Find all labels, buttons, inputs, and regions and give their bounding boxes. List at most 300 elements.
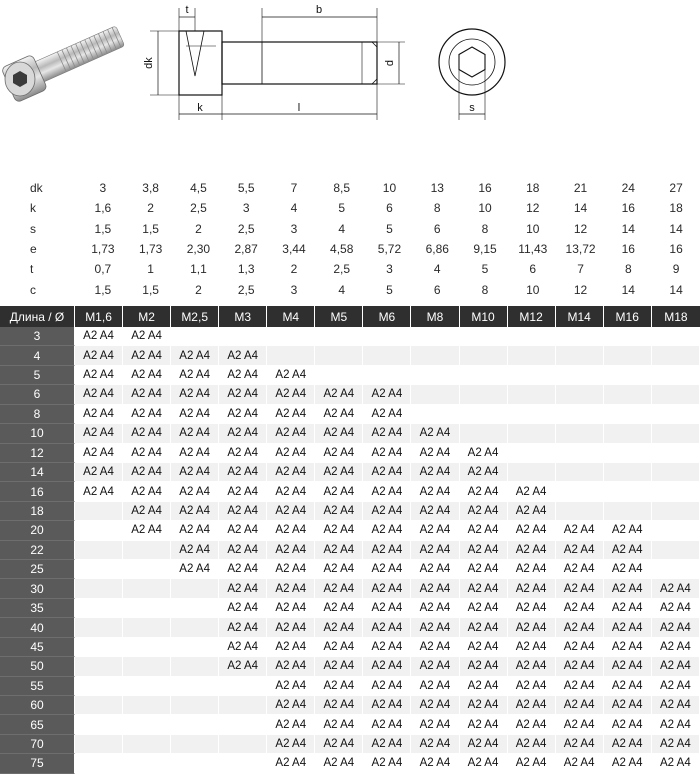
availability-cell	[315, 327, 363, 346]
length-cell: 75	[0, 754, 75, 773]
availability-cell: A2 A4	[219, 424, 267, 443]
availability-cell: A2 A4	[556, 618, 604, 637]
availability-cell: A2 A4	[556, 677, 604, 696]
availability-cell	[219, 754, 267, 773]
dimension-value: 14	[621, 221, 635, 236]
length-row	[0, 541, 700, 560]
availability-cell: A2 A4	[652, 599, 700, 618]
availability-cell: A2 A4	[508, 715, 556, 734]
availability-cell	[123, 560, 171, 579]
availability-cell: A2 A4	[411, 657, 459, 676]
availability-cell	[75, 638, 123, 657]
availability-cell: A2 A4	[604, 638, 652, 657]
availability-cell	[508, 346, 556, 365]
availability-cell: A2 A4	[556, 599, 604, 618]
availability-cell: A2 A4	[508, 599, 556, 618]
dimension-value: 9	[672, 262, 680, 277]
dimension-value: 10	[526, 282, 540, 297]
availability-cell: A2 A4	[315, 502, 363, 521]
dimension-value: 1,5	[94, 282, 112, 297]
dimension-value: 16	[621, 242, 635, 257]
availability-cell: A2 A4	[123, 521, 171, 540]
availability-cell: A2 A4	[315, 579, 363, 598]
availability-cell	[75, 618, 123, 637]
dimension-value: 2,5	[237, 282, 255, 297]
dimension-label: s	[30, 221, 36, 236]
dimension-value: 4,58	[330, 242, 354, 257]
availability-cell: A2 A4	[219, 521, 267, 540]
availability-cell	[556, 502, 604, 521]
dimension-label: t	[30, 262, 34, 277]
availability-cell	[556, 482, 604, 501]
availability-cell	[411, 385, 459, 404]
availability-cell: A2 A4	[411, 696, 459, 715]
availability-cell	[460, 424, 508, 443]
availability-cell: A2 A4	[75, 385, 123, 404]
availability-cell	[315, 366, 363, 385]
dimension-value: 5,5	[237, 181, 255, 196]
length-cell: 22	[0, 541, 75, 560]
dimension-value: 3	[386, 262, 393, 277]
length-cell: 3	[0, 327, 75, 346]
availability-cell	[171, 735, 219, 754]
length-row	[0, 754, 700, 773]
dimension-value: 4	[338, 221, 346, 236]
availability-cell: A2 A4	[460, 735, 508, 754]
availability-cell: A2 A4	[219, 502, 267, 521]
availability-cell	[75, 696, 123, 715]
dimension-row-s	[0, 219, 700, 239]
availability-cell	[123, 696, 171, 715]
availability-cell: A2 A4	[556, 521, 604, 540]
availability-cell	[123, 541, 171, 560]
availability-cell: A2 A4	[267, 366, 315, 385]
availability-cell	[123, 677, 171, 696]
availability-cell: A2 A4	[219, 463, 267, 482]
availability-cell: A2 A4	[315, 735, 363, 754]
availability-cell: A2 A4	[508, 482, 556, 501]
dimension-value: 13,72	[565, 242, 596, 257]
length-row	[0, 657, 700, 676]
availability-cell	[652, 405, 700, 424]
dimension-value: 2,5	[237, 221, 255, 236]
dimension-value: 14	[573, 201, 588, 216]
availability-cell: A2 A4	[604, 754, 652, 773]
availability-cell: A2 A4	[363, 424, 411, 443]
availability-cell	[652, 346, 700, 365]
availability-cell	[219, 696, 267, 715]
availability-cell: A2 A4	[460, 599, 508, 618]
availability-cell: A2 A4	[652, 735, 700, 754]
dimension-value: 2	[147, 201, 154, 216]
availability-cell	[75, 657, 123, 676]
length-cell: 55	[0, 677, 75, 696]
availability-cell	[75, 521, 123, 540]
availability-cell: A2 A4	[652, 618, 700, 637]
availability-cell: A2 A4	[363, 677, 411, 696]
length-cell: 18	[0, 502, 75, 521]
availability-cell: A2 A4	[411, 677, 459, 696]
availability-cell	[411, 405, 459, 424]
availability-cell: A2 A4	[123, 385, 171, 404]
availability-cell: A2 A4	[123, 463, 171, 482]
availability-cell	[75, 560, 123, 579]
availability-cell: A2 A4	[315, 599, 363, 618]
size-header: M5	[315, 306, 363, 327]
availability-cell: A2 A4	[460, 463, 508, 482]
availability-cell: A2 A4	[460, 715, 508, 734]
availability-cell: A2 A4	[267, 424, 315, 443]
availability-cell	[267, 327, 315, 346]
dimension-value: 2,5	[190, 201, 207, 216]
dimension-value: 3	[99, 181, 107, 196]
dimension-value: 0,7	[94, 262, 112, 277]
availability-cell	[604, 502, 652, 521]
availability-cell	[652, 521, 700, 540]
dimension-value: 12	[573, 221, 588, 236]
availability-cell: A2 A4	[652, 677, 700, 696]
availability-cell: A2 A4	[363, 715, 411, 734]
availability-cell: A2 A4	[460, 696, 508, 715]
availability-cell	[652, 444, 700, 463]
length-cell: 40	[0, 618, 75, 637]
label-l: l	[297, 102, 301, 114]
dimension-label: c	[30, 282, 36, 297]
dimension-value: 3	[242, 201, 250, 216]
availability-cell	[652, 366, 700, 385]
availability-cell: A2 A4	[315, 715, 363, 734]
availability-cell: A2 A4	[604, 618, 652, 637]
dimension-value: 7	[290, 181, 298, 196]
availability-cell	[604, 366, 652, 385]
dimension-value: 3,44	[282, 242, 306, 257]
availability-cell: A2 A4	[508, 735, 556, 754]
length-diameter-header: Длина / Ø	[0, 306, 75, 327]
dimension-label: e	[30, 242, 37, 257]
availability-cell: A2 A4	[411, 599, 459, 618]
dimension-value: 1,3	[237, 262, 255, 277]
dimension-value: 11,43	[518, 242, 548, 257]
availability-cell: A2 A4	[363, 385, 411, 404]
dimension-value: 4	[290, 201, 298, 216]
availability-cell: A2 A4	[604, 599, 652, 618]
dimension-value: 2	[195, 221, 202, 236]
availability-cell: A2 A4	[604, 521, 652, 540]
availability-cell: A2 A4	[219, 560, 267, 579]
availability-cell	[604, 444, 652, 463]
availability-cell: A2 A4	[75, 346, 123, 365]
dimension-value: 8	[481, 282, 489, 297]
technical-drawing	[0, 0, 700, 178]
availability-cell: A2 A4	[363, 638, 411, 657]
availability-cell	[604, 385, 652, 404]
dimension-value: 10	[526, 221, 540, 236]
dimension-value: 14	[669, 282, 683, 297]
availability-cell	[171, 657, 219, 676]
availability-cell: A2 A4	[219, 579, 267, 598]
dimension-row-k	[0, 198, 700, 218]
availability-cell: A2 A4	[363, 599, 411, 618]
length-cell: 25	[0, 560, 75, 579]
length-cell: 5	[0, 366, 75, 385]
availability-cell: A2 A4	[315, 677, 363, 696]
availability-cell: A2 A4	[267, 618, 315, 637]
size-header: M6	[363, 306, 411, 327]
availability-cell: A2 A4	[315, 657, 363, 676]
availability-cell	[556, 463, 604, 482]
availability-cell	[171, 696, 219, 715]
length-cell: 60	[0, 696, 75, 715]
availability-cell	[652, 541, 700, 560]
availability-cell	[460, 385, 508, 404]
availability-cell	[460, 346, 508, 365]
availability-cell: A2 A4	[219, 657, 267, 676]
availability-cell: A2 A4	[460, 677, 508, 696]
availability-cell: A2 A4	[508, 754, 556, 773]
availability-cell: A2 A4	[652, 696, 700, 715]
availability-cell: A2 A4	[123, 366, 171, 385]
availability-cell: A2 A4	[508, 579, 556, 598]
dimension-value: 5,72	[377, 242, 402, 257]
length-cell: 70	[0, 735, 75, 754]
availability-cell	[123, 618, 171, 637]
dimension-value: 12	[573, 282, 588, 297]
dimension-value: 14	[669, 221, 683, 236]
availability-cell: A2 A4	[171, 366, 219, 385]
availability-cell	[123, 599, 171, 618]
length-cell: 12	[0, 444, 75, 463]
availability-cell	[411, 366, 459, 385]
length-cell: 35	[0, 599, 75, 618]
length-row	[0, 482, 700, 501]
availability-cell: A2 A4	[75, 482, 123, 501]
availability-cell: A2 A4	[411, 541, 459, 560]
availability-cell	[123, 638, 171, 657]
availability-cell: A2 A4	[363, 735, 411, 754]
label-t: t	[185, 4, 189, 16]
availability-cell: A2 A4	[508, 677, 556, 696]
size-header: M3	[219, 306, 267, 327]
dimension-value: 18	[526, 181, 540, 196]
availability-cell	[604, 405, 652, 424]
availability-cell	[652, 463, 700, 482]
availability-cell: A2 A4	[508, 502, 556, 521]
availability-cell: A2 A4	[604, 715, 652, 734]
availability-cell: A2 A4	[315, 463, 363, 482]
availability-cell	[652, 482, 700, 501]
availability-cell: A2 A4	[171, 385, 219, 404]
availability-cell: A2 A4	[556, 696, 604, 715]
availability-cell: A2 A4	[604, 735, 652, 754]
availability-cell	[556, 366, 604, 385]
dimension-value: 13	[430, 181, 444, 196]
length-cell: 30	[0, 579, 75, 598]
availability-cell: A2 A4	[267, 405, 315, 424]
availability-cell	[556, 444, 604, 463]
availability-cell: A2 A4	[315, 541, 363, 560]
availability-cell: A2 A4	[123, 405, 171, 424]
availability-cell	[508, 385, 556, 404]
availability-cell: A2 A4	[219, 618, 267, 637]
availability-cell	[508, 405, 556, 424]
availability-cell: A2 A4	[267, 444, 315, 463]
availability-cell: A2 A4	[363, 521, 411, 540]
availability-cell: A2 A4	[508, 618, 556, 637]
availability-cell: A2 A4	[267, 677, 315, 696]
availability-cell	[75, 579, 123, 598]
length-row	[0, 677, 700, 696]
availability-cell	[508, 366, 556, 385]
dimension-value: 6	[529, 262, 537, 277]
availability-cell	[75, 735, 123, 754]
bolt-photo-icon	[1, 19, 128, 103]
availability-cell: A2 A4	[460, 618, 508, 637]
availability-cell: A2 A4	[508, 560, 556, 579]
dimension-value: 1,5	[94, 221, 112, 236]
availability-cell: A2 A4	[219, 366, 267, 385]
availability-cell: A2 A4	[604, 579, 652, 598]
availability-cell	[556, 405, 604, 424]
dimension-row-c	[0, 279, 700, 299]
dimension-value: 5	[386, 221, 393, 236]
availability-cell	[604, 346, 652, 365]
length-row	[0, 638, 700, 657]
availability-cell	[604, 463, 652, 482]
availability-cell: A2 A4	[267, 754, 315, 773]
dimension-value: 24	[621, 181, 635, 196]
availability-cell: A2 A4	[315, 638, 363, 657]
availability-cell: A2 A4	[556, 541, 604, 560]
dimension-value: 1,5	[142, 282, 159, 297]
availability-cell: A2 A4	[75, 366, 123, 385]
availability-cell: A2 A4	[267, 385, 315, 404]
dimension-value: 9,15	[473, 242, 497, 257]
length-row	[0, 502, 700, 521]
length-cell: 6	[0, 385, 75, 404]
size-header: M2	[123, 306, 171, 327]
availability-cell: A2 A4	[123, 424, 171, 443]
dimension-value: 21	[573, 181, 588, 196]
availability-cell: A2 A4	[652, 579, 700, 598]
dimension-value: 8,5	[333, 181, 351, 196]
dimension-value: 6	[386, 201, 393, 216]
availability-cell: A2 A4	[460, 657, 508, 676]
dimension-value: 6	[433, 282, 441, 297]
label-d: d	[384, 59, 396, 67]
availability-cell: A2 A4	[315, 385, 363, 404]
dimension-value: 8	[433, 201, 441, 216]
dimension-value: 14	[621, 282, 635, 297]
length-row	[0, 599, 700, 618]
length-cell: 20	[0, 521, 75, 540]
dimension-value: 5	[481, 262, 489, 277]
availability-cell: A2 A4	[267, 541, 315, 560]
availability-cell	[604, 424, 652, 443]
availability-cell: A2 A4	[411, 521, 459, 540]
availability-cell: A2 A4	[411, 618, 459, 637]
length-row	[0, 385, 700, 404]
dimension-value: 6	[433, 221, 441, 236]
availability-cell: A2 A4	[315, 405, 363, 424]
availability-cell: A2 A4	[171, 463, 219, 482]
size-header: M10	[460, 306, 508, 327]
availability-cell: A2 A4	[508, 696, 556, 715]
length-row	[0, 521, 700, 540]
availability-cell: A2 A4	[460, 638, 508, 657]
dimension-value: 10	[478, 201, 492, 216]
availability-cell: A2 A4	[267, 560, 315, 579]
availability-cell	[652, 327, 700, 346]
availability-cell: A2 A4	[171, 346, 219, 365]
length-cell: 10	[0, 424, 75, 443]
length-row	[0, 346, 700, 365]
availability-cell: A2 A4	[219, 385, 267, 404]
label-b: b	[315, 4, 323, 16]
availability-cell: A2 A4	[556, 735, 604, 754]
availability-cell	[556, 424, 604, 443]
availability-cell: A2 A4	[556, 579, 604, 598]
dimension-row-t	[0, 259, 700, 279]
dimension-value: 4,5	[190, 181, 207, 196]
availability-cell: A2 A4	[267, 735, 315, 754]
dimension-value: 1,73	[138, 242, 163, 257]
availability-cell	[508, 463, 556, 482]
availability-cell: A2 A4	[267, 657, 315, 676]
availability-cell: A2 A4	[267, 579, 315, 598]
dimension-value: 2	[290, 262, 298, 277]
availability-cell: A2 A4	[123, 346, 171, 365]
dimension-value: 18	[669, 201, 683, 216]
availability-cell: A2 A4	[267, 482, 315, 501]
length-row	[0, 618, 700, 637]
availability-cell: A2 A4	[75, 463, 123, 482]
availability-cell: A2 A4	[267, 696, 315, 715]
availability-cell: A2 A4	[411, 715, 459, 734]
length-cell: 8	[0, 405, 75, 424]
availability-cell: A2 A4	[123, 482, 171, 501]
size-header: M4	[267, 306, 315, 327]
availability-cell: A2 A4	[315, 424, 363, 443]
availability-cell: A2 A4	[315, 696, 363, 715]
availability-cell	[652, 502, 700, 521]
availability-cell: A2 A4	[219, 482, 267, 501]
dimension-value: 1,1	[190, 262, 207, 277]
availability-cell	[171, 618, 219, 637]
availability-cell: A2 A4	[652, 657, 700, 676]
availability-cell	[171, 599, 219, 618]
availability-cell: A2 A4	[219, 541, 267, 560]
availability-cell: A2 A4	[652, 638, 700, 657]
availability-cell: A2 A4	[604, 541, 652, 560]
availability-cell	[219, 735, 267, 754]
availability-cell	[123, 754, 171, 773]
availability-cell: A2 A4	[411, 424, 459, 443]
availability-cell: A2 A4	[267, 521, 315, 540]
dimension-value: 16	[478, 181, 492, 196]
dimensions-table	[0, 178, 700, 300]
dimension-value: 4	[338, 282, 346, 297]
length-cell: 4	[0, 346, 75, 365]
availability-cell: A2 A4	[315, 560, 363, 579]
availability-cell: A2 A4	[171, 541, 219, 560]
availability-cell: A2 A4	[123, 444, 171, 463]
availability-cell: A2 A4	[556, 560, 604, 579]
availability-cell: A2 A4	[460, 754, 508, 773]
size-header: M12	[508, 306, 556, 327]
availability-cell: A2 A4	[171, 560, 219, 579]
dimension-label: dk	[30, 181, 43, 196]
availability-cell: A2 A4	[556, 754, 604, 773]
